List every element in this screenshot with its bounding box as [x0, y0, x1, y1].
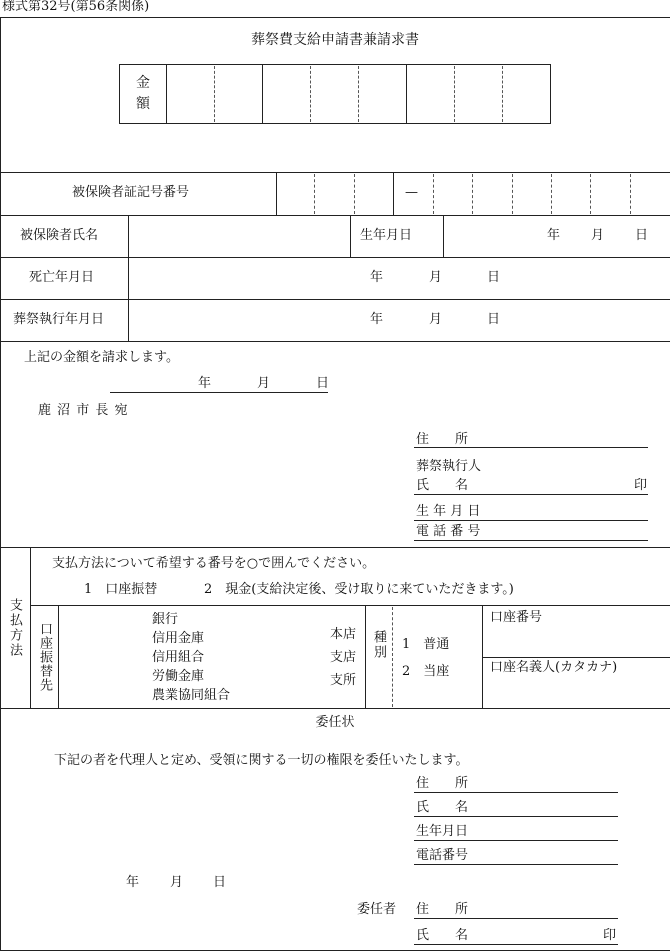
request-day: 日 [316, 376, 330, 391]
account-type-current: 2 当座 [402, 664, 450, 679]
funeral-year: 年 [370, 312, 384, 327]
delegation-day: 日 [213, 875, 227, 890]
institution-credit-union: 信用金庫 [152, 631, 205, 646]
institution-agri-coop: 農業協同組合 [152, 688, 231, 703]
request-text: 上記の金額を請求します。 [24, 350, 179, 365]
delegation-month: 月 [170, 875, 184, 890]
amount-box [119, 64, 551, 124]
applicant-name-label: 氏 名 [416, 478, 469, 493]
institution-credit-cooperative: 信用組合 [152, 650, 205, 665]
birth-day: 日 [635, 228, 649, 243]
account-type-label: 種別 [371, 630, 386, 660]
delegator-seal: 印 [603, 928, 617, 943]
account-type-ordinary: 1 普通 [402, 637, 450, 652]
account-holder-label: 口座名義人(カタカナ) [490, 660, 618, 675]
branch-office: 支所 [330, 673, 357, 688]
applicant-birth-label: 生 年 月 日 [416, 504, 481, 519]
insurance-card-dash: — [405, 185, 418, 200]
birthdate-label: 生年月日 [360, 228, 413, 243]
delegator-name-label: 氏 名 [416, 928, 469, 943]
account-number-label: 口座番号 [490, 610, 543, 625]
insured-name-label: 被保険者氏名 [20, 228, 99, 243]
death-month: 月 [429, 270, 443, 285]
insurance-card-label: 被保険者証記号番号 [72, 185, 190, 200]
payment-instruction: 支払方法について希望する番号を○で囲んでください。 [52, 556, 376, 571]
funeral-day: 日 [487, 312, 501, 327]
payment-option-cash: 2 現金(支給決定後、受け取りに来ていただきます。) [204, 582, 514, 597]
branch-sub: 支店 [330, 650, 357, 665]
payment-option-transfer: 1 口座振替 [84, 582, 158, 597]
agent-birth-label: 生年月日 [416, 824, 469, 839]
delegator-address-label: 住 所 [416, 902, 469, 917]
addressee: 鹿 沼 市 長 宛 [38, 403, 129, 418]
form-title: 葬祭費支給申請書兼請求書 [251, 32, 419, 48]
delegation-year: 年 [126, 875, 140, 890]
agent-name-label: 氏 名 [416, 800, 469, 815]
birth-year: 年 [547, 228, 561, 243]
request-month: 月 [257, 376, 271, 391]
agent-address-label: 住 所 [416, 776, 469, 791]
amount-label-2: 額 [136, 96, 150, 112]
applicant-address-label: 住 所 [416, 432, 469, 447]
applicant-phone-label: 電 話 番 号 [416, 524, 481, 539]
applicant-role-label: 葬祭執行人 [416, 459, 482, 474]
death-day: 日 [487, 270, 501, 285]
agent-phone-label: 電話番号 [416, 848, 469, 863]
funeral-date-label: 葬祭執行年月日 [13, 312, 105, 327]
applicant-seal: 印 [634, 478, 648, 493]
institution-bank: 銀行 [152, 612, 179, 627]
death-date-label: 死亡年月日 [29, 270, 95, 285]
payment-side-label: 支払方法 [7, 598, 22, 658]
delegation-title: 委任状 [315, 715, 355, 730]
death-year: 年 [370, 270, 384, 285]
delegation-text: 下記の者を代理人と定め、受領に関する一切の権限を委任いたします。 [54, 753, 469, 768]
funeral-month: 月 [429, 312, 443, 327]
amount-label-1: 金 [136, 75, 150, 91]
form-frame [0, 17, 670, 951]
request-year: 年 [198, 376, 212, 391]
institution-labor-bank: 労働金庫 [152, 669, 205, 684]
form-number: 様式第32号(第56条関係) [2, 0, 150, 14]
branch-main: 本店 [330, 627, 357, 642]
delegator-label: 委任者 [357, 902, 397, 917]
birth-month: 月 [591, 228, 605, 243]
transfer-label: 口座振替先 [37, 622, 52, 692]
